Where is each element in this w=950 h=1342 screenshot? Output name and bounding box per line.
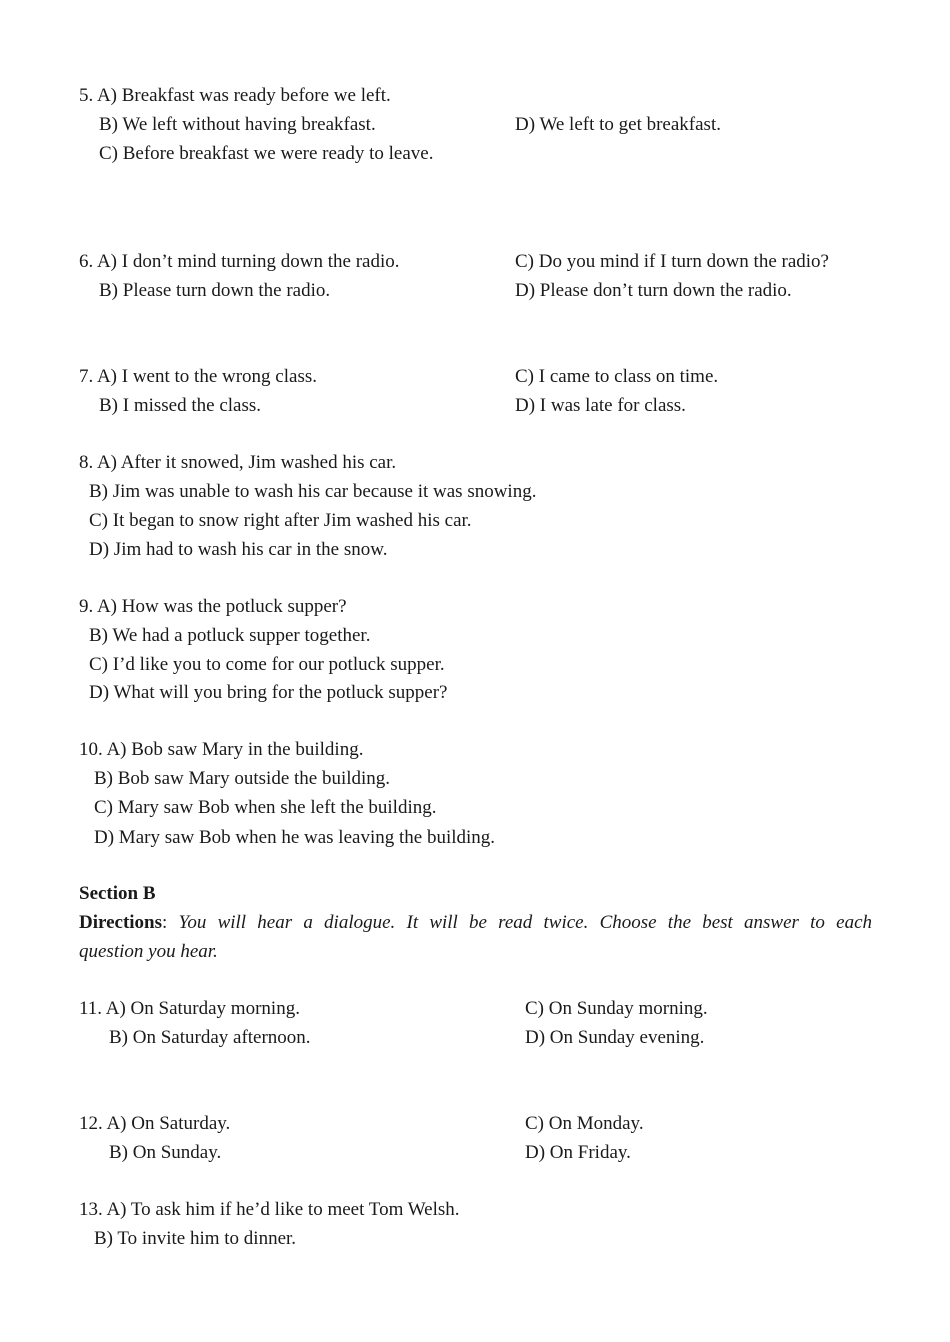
- q11-option-c: C) On Sunday morning.: [525, 998, 708, 1019]
- q5-option-b: B) We left without having breakfast.: [99, 114, 376, 135]
- q6-option-d: D) Please don’t turn down the radio.: [515, 280, 792, 301]
- q8-option-d: D) Jim had to wash his car in the snow.: [89, 539, 388, 560]
- q7-option-c: C) I came to class on time.: [515, 366, 719, 387]
- q7-option-d: D) I was late for class.: [515, 395, 686, 416]
- q10-option-d: D) Mary saw Bob when he was leaving the building.: [94, 827, 496, 848]
- q6-option-b: B) Please turn down the radio.: [99, 280, 331, 301]
- q12-option-a: 12. A) On Saturday.: [79, 1113, 231, 1134]
- q9-option-d: D) What will you bring for the potluck supper?: [89, 682, 448, 703]
- q8-option-b: B) Jim was unable to wash his car because it was snowing.: [89, 481, 537, 502]
- directions-label: Directions: [79, 912, 163, 933]
- directions-text: You will hear a dialogue. It will be read twice. Choose the best answer to each: [178, 912, 872, 933]
- q12-option-b: B) On Sunday.: [109, 1142, 222, 1163]
- q9-option-c: C) I’d like you to come for our potluck supper.: [89, 654, 445, 675]
- directions-colon: :: [162, 912, 168, 933]
- q6-option-a: 6. A) I don’t mind turning down the radio.: [79, 251, 400, 272]
- q9-option-a: 9. A) How was the potluck supper?: [79, 596, 347, 617]
- q10-option-a: 10. A) Bob saw Mary in the building.: [79, 739, 364, 760]
- q7-option-b: B) I missed the class.: [99, 395, 262, 416]
- section-b-directions-line-2: question you hear.: [79, 941, 218, 962]
- q5-option-c: C) Before breakfast we were ready to leave.: [99, 143, 434, 164]
- q8-option-c: C) It began to snow right after Jim washed his car.: [89, 510, 472, 531]
- q13-option-b: B) To invite him to dinner.: [94, 1228, 297, 1249]
- q10-option-c: C) Mary saw Bob when she left the building.: [94, 797, 437, 818]
- q11-option-a: 11. A) On Saturday morning.: [79, 998, 300, 1019]
- q5-option-a: 5. A) Breakfast was ready before we left.: [79, 85, 391, 106]
- q11-option-d: D) On Sunday evening.: [525, 1027, 705, 1048]
- q7-option-a: 7. A) I went to the wrong class.: [79, 366, 317, 387]
- q8-option-a: 8. A) After it snowed, Jim washed his car.: [79, 452, 397, 473]
- q12-option-c: C) On Monday.: [525, 1113, 644, 1134]
- section-b-directions-line-1: [79, 912, 872, 934]
- q10-option-b: B) Bob saw Mary outside the building.: [94, 768, 391, 789]
- q12-option-d: D) On Friday.: [525, 1142, 631, 1163]
- q11-option-b: B) On Saturday afternoon.: [109, 1027, 311, 1048]
- q5-option-d: D) We left to get breakfast.: [515, 114, 721, 135]
- q6-option-c: C) Do you mind if I turn down the radio?: [515, 251, 829, 272]
- section-b-heading: Section B: [79, 883, 156, 904]
- q9-option-b: B) We had a potluck supper together.: [89, 625, 371, 646]
- q13-option-a: 13. A) To ask him if he’d like to meet Tom Welsh.: [79, 1199, 460, 1220]
